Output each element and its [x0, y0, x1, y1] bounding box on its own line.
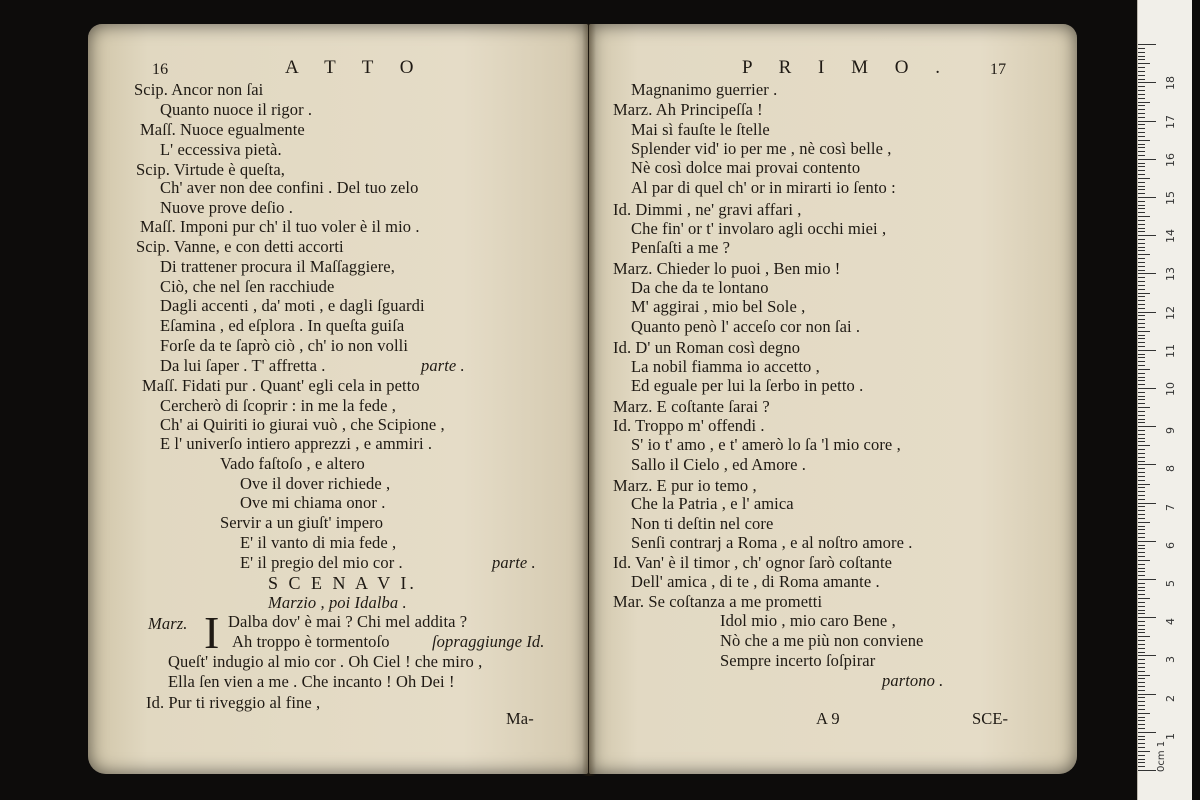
- ruler-tick: [1138, 766, 1145, 767]
- running-head: A T T O: [285, 57, 425, 78]
- ruler-tick: [1138, 369, 1150, 370]
- ruler-tick: [1138, 335, 1145, 336]
- text-line: Senſi contrarj a Roma , e al noſtro amore .: [631, 533, 913, 552]
- text-line: E l' univerſo intiero apprezzi , e ammiri .: [160, 434, 433, 453]
- ruler-tick: [1138, 587, 1145, 588]
- text-line: Al par di quel ch' or in mirarti io ſento :: [631, 178, 896, 197]
- ruler-tick: [1138, 109, 1145, 110]
- ruler-tick: [1138, 273, 1156, 274]
- ruler-tick: [1138, 686, 1145, 687]
- ruler-tick: [1138, 281, 1145, 282]
- ruler-tick: [1138, 308, 1145, 309]
- text-line: La nobil fiamma io accetto ,: [631, 357, 820, 376]
- ruler-tick: [1138, 407, 1150, 408]
- text-line: E' il vanto di mia fede ,: [240, 533, 397, 552]
- speaker-label: Marz.: [148, 614, 188, 633]
- ruler-tick: [1138, 396, 1145, 397]
- ruler-tick: [1138, 124, 1145, 125]
- text-line: Ella ſen vien a me . Che incanto ! Oh Dei !: [168, 672, 455, 691]
- ruler-tick: [1138, 277, 1145, 278]
- ruler-tick: [1138, 331, 1150, 332]
- ruler-tick: [1138, 453, 1145, 454]
- text-line: Dalba dov' è mai ? Chi mel addita ?: [228, 612, 468, 631]
- ruler-tick: [1138, 243, 1145, 244]
- ruler-tick: [1138, 537, 1145, 538]
- ruler-tick: [1138, 79, 1145, 80]
- ruler-tick: [1138, 250, 1145, 251]
- text-line: Quanto nuoce il rigor .: [160, 100, 313, 119]
- ruler-tick: [1138, 594, 1145, 595]
- ruler-tick: [1138, 422, 1145, 423]
- ruler-tick: [1138, 430, 1145, 431]
- ruler-tick: [1138, 445, 1150, 446]
- ruler-tick: [1138, 697, 1145, 698]
- text-line: Dagli accenti , da' moti , e dagli ſguardi: [160, 296, 425, 315]
- text-line: Di trattener procura il Maſſaggiere,: [160, 257, 395, 276]
- text-line: Dell' amica , di te , di Roma amante .: [631, 572, 880, 591]
- ruler-tick: [1138, 144, 1145, 145]
- ruler-tick: [1138, 201, 1145, 202]
- text-line: Idol mio , mio caro Bene ,: [720, 611, 896, 630]
- ruler-tick: [1138, 262, 1145, 263]
- ruler-tick: [1138, 52, 1145, 53]
- ruler-tick: [1138, 44, 1156, 45]
- ruler-tick: [1138, 235, 1156, 236]
- ruler-tick: [1138, 63, 1150, 64]
- text-line: Servir a un giuſt' impero: [220, 513, 384, 532]
- ruler-tick: [1138, 178, 1150, 179]
- ruler-number: 8: [1164, 465, 1177, 473]
- ruler-tick: [1138, 590, 1145, 591]
- text-line: Id. Van' è il timor , ch' ognor ſarò coſtante: [613, 553, 893, 572]
- ruler-tick: [1138, 491, 1145, 492]
- ruler-tick: [1138, 556, 1145, 557]
- ruler-number: 2: [1164, 694, 1177, 702]
- ruler-tick: [1138, 388, 1156, 389]
- text-line: Id. Dimmi , ne' gravi affari ,: [613, 200, 802, 219]
- text-line: Eſamina , ed eſplora . In queſta guiſa: [160, 316, 405, 335]
- text-line: Nò che a me più non conviene: [720, 631, 924, 650]
- text-line: Ch' aver non dee confini . Del tuo zelo: [160, 178, 419, 197]
- signature-mark: A 9: [816, 709, 840, 728]
- ruler-tick: [1138, 220, 1145, 221]
- text-line: Magnanimo guerrier .: [631, 80, 778, 99]
- ruler-tick: [1138, 90, 1145, 91]
- page-number: 16: [152, 61, 169, 78]
- ruler-tick: [1138, 186, 1145, 187]
- ruler-tick: [1138, 598, 1150, 599]
- ruler-tick: [1138, 373, 1145, 374]
- ruler-tick: [1138, 724, 1145, 725]
- ruler-number: 17: [1164, 114, 1177, 129]
- ruler-number: 15: [1164, 191, 1177, 205]
- ruler-tick: [1138, 759, 1145, 760]
- ruler-tick: [1138, 159, 1156, 160]
- ruler-tick: [1138, 449, 1145, 450]
- ruler-tick: [1138, 258, 1145, 259]
- ruler-tick: [1138, 338, 1145, 339]
- text-line: Queſt' indugio al mio cor . Oh Ciel ! che miro ,: [168, 652, 483, 671]
- ruler-tick: [1138, 659, 1145, 660]
- ruler-tick: [1138, 384, 1145, 385]
- text-line: Scip. Ancor non ſai: [134, 80, 264, 99]
- ruler-tick: [1138, 564, 1145, 565]
- ruler-tick: [1138, 415, 1145, 416]
- ruler-tick: [1138, 377, 1145, 378]
- ruler-tick: [1138, 621, 1145, 622]
- ruler-tick: [1138, 705, 1145, 706]
- ruler-tick: [1138, 312, 1156, 313]
- ruler-tick: [1138, 606, 1145, 607]
- ruler-tick: [1138, 411, 1145, 412]
- text-line: Maſſ. Imponi pur ch' il tuo voler è il mio .: [140, 217, 420, 236]
- ruler-tick: [1138, 522, 1150, 523]
- ruler-tick: [1138, 357, 1145, 358]
- ruler-tick: [1138, 545, 1145, 546]
- ruler-tick: [1138, 48, 1145, 49]
- text-line: Id. Troppo m' offendi .: [613, 416, 765, 435]
- ruler-tick: [1138, 762, 1145, 763]
- ruler-tick: [1138, 300, 1145, 301]
- ruler-tick: [1138, 625, 1145, 626]
- ruler-tick: [1138, 205, 1145, 206]
- ruler-tick: [1138, 98, 1145, 99]
- text-line: S' io t' amo , e t' amerò lo ſa 'l mio core ,: [631, 435, 901, 454]
- text-line: Da che da te lontano: [631, 278, 769, 297]
- ruler-tick: [1138, 461, 1145, 462]
- running-head: P R I M O .: [742, 57, 951, 78]
- ruler-tick: [1138, 323, 1145, 324]
- ruler-tick: [1138, 575, 1145, 576]
- ruler-tick: [1138, 499, 1145, 500]
- ruler-tick: [1138, 182, 1145, 183]
- text-line: Marz. Ah Principeſſa !: [613, 100, 763, 119]
- text-line: Quanto penò l' acceſo cor non ſai .: [631, 317, 861, 336]
- ruler-tick: [1138, 419, 1145, 420]
- ruler-tick: [1138, 399, 1145, 400]
- ruler-number: 11: [1164, 343, 1177, 358]
- text-line: Ciò, che nel ſen racchiude: [160, 277, 335, 296]
- ruler-tick: [1138, 293, 1150, 294]
- ruler-tick: [1138, 315, 1145, 316]
- text-line: L' eccessiva pietà.: [160, 140, 282, 159]
- catchword: Ma-: [506, 709, 534, 728]
- text-line: Splender vid' io per me , nè così belle ,: [631, 139, 892, 158]
- ruler-tick: [1138, 434, 1145, 435]
- stage-direction: parte .: [421, 356, 465, 375]
- ruler-tick: [1138, 67, 1145, 68]
- ruler-tick: [1138, 472, 1145, 473]
- ruler-tick: [1138, 487, 1145, 488]
- ruler-number: 10: [1164, 382, 1177, 396]
- ruler-tick: [1138, 770, 1156, 771]
- drop-cap: I: [204, 607, 220, 658]
- ruler-tick: [1138, 552, 1145, 553]
- ruler-tick: [1138, 56, 1145, 57]
- ruler-tick: [1138, 533, 1145, 534]
- ruler-tick: [1138, 342, 1145, 343]
- ruler-tick: [1138, 166, 1145, 167]
- ruler-tick: [1138, 736, 1145, 737]
- ruler-tick: [1138, 526, 1145, 527]
- ruler-number: 14: [1164, 229, 1177, 244]
- ruler-tick: [1138, 518, 1145, 519]
- ruler-tick: [1138, 613, 1145, 614]
- text-line: Scip. Virtude è queſta,: [136, 160, 286, 179]
- ruler-number: 16: [1164, 152, 1177, 167]
- text-line: Cercherò di ſcoprir : in me la fede ,: [160, 396, 396, 415]
- ruler-tick: [1138, 438, 1145, 439]
- ruler-tick: [1138, 75, 1145, 76]
- ruler-tick: [1138, 319, 1145, 320]
- text-line: Ed eguale per lui la ſerbo in petto .: [631, 376, 864, 395]
- text-line: Che fin' or t' involaro agli occhi miei ,: [631, 219, 887, 238]
- ruler-tick: [1138, 426, 1156, 427]
- ruler-tick: [1138, 140, 1150, 141]
- ruler-tick: [1138, 709, 1145, 710]
- ruler-tick: [1138, 541, 1156, 542]
- ruler-tick: [1138, 136, 1145, 137]
- ruler-number: 9: [1164, 427, 1177, 435]
- ruler-tick: [1138, 640, 1145, 641]
- ruler-tick: [1138, 648, 1145, 649]
- ruler-tick: [1138, 254, 1150, 255]
- ruler-tick: [1138, 560, 1150, 561]
- scene-characters: Marzio , poi Idalba .: [268, 593, 407, 612]
- ruler-tick: [1138, 629, 1145, 630]
- ruler-tick: [1138, 476, 1145, 477]
- ruler-tick: [1138, 617, 1156, 618]
- ruler-number: 5: [1164, 580, 1177, 587]
- ruler-tick: [1138, 602, 1145, 603]
- text-line: Nuove prove deſio .: [160, 198, 293, 217]
- text-line: Penſaſti a me ?: [631, 238, 731, 257]
- ruler-tick: [1138, 163, 1145, 164]
- ruler-tick: [1138, 174, 1145, 175]
- ruler-tick: [1138, 747, 1145, 748]
- ruler-tick: [1138, 102, 1150, 103]
- ruler-tick: [1138, 701, 1145, 702]
- ruler-number: 1: [1164, 732, 1177, 740]
- text-line: Che la Patria , e l' amica: [631, 494, 794, 513]
- ruler-tick: [1138, 132, 1145, 133]
- ruler-tick: [1138, 464, 1156, 465]
- book-gutter: [582, 24, 596, 776]
- ruler-tick: [1138, 170, 1145, 171]
- ruler-tick: [1138, 285, 1145, 286]
- text-line: Scip. Vanne, e con detti accorti: [136, 237, 344, 256]
- ruler-tick: [1138, 441, 1145, 442]
- stage-direction: partono .: [882, 671, 944, 690]
- ruler-tick: [1138, 216, 1150, 217]
- ruler-tick: [1138, 720, 1145, 721]
- ruler-tick: [1138, 59, 1145, 60]
- ruler-tick: [1138, 690, 1145, 691]
- ruler-tick: [1138, 147, 1145, 148]
- ruler-tick: [1138, 480, 1145, 481]
- stage-direction: ſopraggiunge Id.: [432, 632, 545, 651]
- ruler-tick: [1138, 266, 1145, 267]
- ruler-tick: [1138, 583, 1145, 584]
- ruler-tick: [1138, 739, 1145, 740]
- ruler-tick: [1138, 717, 1145, 718]
- text-line: Ove il dover richiede ,: [240, 474, 391, 493]
- ruler-tick: [1138, 694, 1156, 695]
- ruler-tick: [1138, 224, 1145, 225]
- ruler-tick: [1138, 327, 1145, 328]
- ruler-tick: [1138, 247, 1145, 248]
- ruler-number: 6: [1164, 541, 1177, 549]
- ruler-tick: [1138, 361, 1145, 362]
- ruler-number: 7: [1164, 503, 1177, 511]
- text-line: Forſe da te ſaprò ciò , ch' io non volli: [160, 336, 409, 355]
- text-line: Nè così dolce mai provai contento: [631, 158, 861, 177]
- text-line: Mai sì fauſte le ſtelle: [631, 120, 770, 139]
- stage-direction: parte .: [492, 553, 536, 572]
- ruler-tick: [1138, 548, 1145, 549]
- ruler-tick: [1138, 228, 1145, 229]
- ruler-tick: [1138, 644, 1145, 645]
- ruler-unit-label: 0cm 1: [1156, 740, 1167, 772]
- ruler-tick: [1138, 495, 1145, 496]
- text-line: Da lui ſaper . T' affretta .: [160, 356, 326, 375]
- ruler-tick: [1138, 632, 1145, 633]
- text-line: Marz. E pur io temo ,: [613, 476, 757, 495]
- ruler-tick: [1138, 71, 1145, 72]
- text-line: Marz. Chieder lo puoi , Ben mio !: [613, 259, 841, 278]
- text-line: Non ti deſtin nel core: [631, 514, 774, 533]
- ruler-tick: [1138, 208, 1145, 209]
- ruler-tick: [1138, 636, 1150, 637]
- ruler-tick: [1138, 346, 1145, 347]
- text-line: Id. D' un Roman così degno: [613, 338, 801, 357]
- ruler-tick: [1138, 682, 1145, 683]
- text-line: Id. Pur ti riveggio al fine ,: [146, 693, 321, 712]
- ruler-tick: [1138, 189, 1145, 190]
- ruler-tick: [1138, 354, 1145, 355]
- ruler-tick: [1138, 503, 1156, 504]
- ruler-tick: [1138, 484, 1150, 485]
- ruler-tick: [1138, 743, 1145, 744]
- ruler-tick: [1138, 675, 1150, 676]
- ruler-tick: [1138, 128, 1145, 129]
- ruler-tick: [1138, 380, 1145, 381]
- text-line: Maſſ. Fidati pur . Quant' egli cela in petto: [142, 376, 420, 395]
- ruler-tick: [1138, 392, 1145, 393]
- ruler-tick: [1138, 571, 1145, 572]
- page-number: 17: [990, 61, 1007, 78]
- text-line: Ch' ai Quiriti io giurai vuò , che Scipione ,: [160, 415, 445, 434]
- scene-heading: S C E N A V I.: [268, 573, 417, 593]
- ruler-tick: [1138, 468, 1145, 469]
- ruler-tick: [1138, 231, 1145, 232]
- ruler-tick: [1138, 751, 1150, 752]
- ruler-tick: [1138, 403, 1145, 404]
- text-line: E' il pregio del mio cor .: [240, 553, 403, 572]
- ruler-tick: [1138, 663, 1145, 664]
- ruler-tick: [1138, 568, 1145, 569]
- ruler-tick: [1138, 514, 1145, 515]
- ruler-tick: [1138, 197, 1156, 198]
- scale-ruler: [1137, 0, 1192, 800]
- ruler-tick: [1138, 270, 1145, 271]
- ruler-number: 13: [1164, 267, 1177, 282]
- text-line: Marz. E coſtante ſarai ?: [613, 397, 770, 416]
- ruler-tick: [1138, 113, 1145, 114]
- ruler-number: 12: [1164, 305, 1177, 320]
- ruler-tick: [1138, 86, 1145, 87]
- ruler-tick: [1138, 755, 1145, 756]
- catchword: SCE-: [972, 709, 1009, 728]
- ruler-tick: [1138, 94, 1145, 95]
- ruler-tick: [1138, 667, 1145, 668]
- ruler-tick: [1138, 678, 1145, 679]
- ruler-tick: [1138, 117, 1145, 118]
- ruler-tick: [1138, 296, 1145, 297]
- ruler-tick: [1138, 579, 1156, 580]
- text-line: Vado faſtoſo , e altero: [220, 454, 365, 473]
- text-line: Maſſ. Nuoce egualmente: [140, 120, 305, 139]
- ruler-tick: [1138, 239, 1145, 240]
- ruler-tick: [1138, 212, 1145, 213]
- ruler-tick: [1138, 289, 1145, 290]
- ruler-tick: [1138, 193, 1145, 194]
- text-line: Ove mi chiama onor .: [240, 493, 386, 512]
- ruler-tick: [1138, 151, 1145, 152]
- ruler-tick: [1138, 506, 1145, 507]
- ruler-tick: [1138, 304, 1145, 305]
- text-line: M' aggirai , mio bel Sole ,: [631, 297, 806, 316]
- ruler-tick: [1138, 671, 1145, 672]
- ruler-tick: [1138, 457, 1145, 458]
- text-line: Mar. Se coſtanza a me prometti: [613, 592, 823, 611]
- ruler-tick: [1138, 610, 1145, 611]
- ruler-tick: [1138, 365, 1145, 366]
- text-line: Ah troppo è tormentoſo: [232, 632, 390, 651]
- text-line: Sallo il Cielo , ed Amore .: [631, 455, 807, 474]
- ruler-tick: [1138, 652, 1145, 653]
- ruler-tick: [1138, 529, 1145, 530]
- ruler-tick: [1138, 732, 1156, 733]
- ruler-tick: [1138, 82, 1156, 83]
- ruler-tick: [1138, 728, 1145, 729]
- ruler-tick: [1138, 155, 1145, 156]
- ruler-number: 3: [1164, 656, 1177, 664]
- ruler-tick: [1138, 121, 1156, 122]
- ruler-number: 18: [1164, 76, 1177, 91]
- ruler-tick: [1138, 350, 1156, 351]
- text-line: Sempre incerto ſoſpirar: [720, 651, 876, 670]
- ruler-tick: [1138, 510, 1145, 511]
- ruler-tick: [1138, 655, 1156, 656]
- ruler-tick: [1138, 105, 1145, 106]
- ruler-number: 4: [1164, 618, 1177, 626]
- ruler-tick: [1138, 713, 1150, 714]
